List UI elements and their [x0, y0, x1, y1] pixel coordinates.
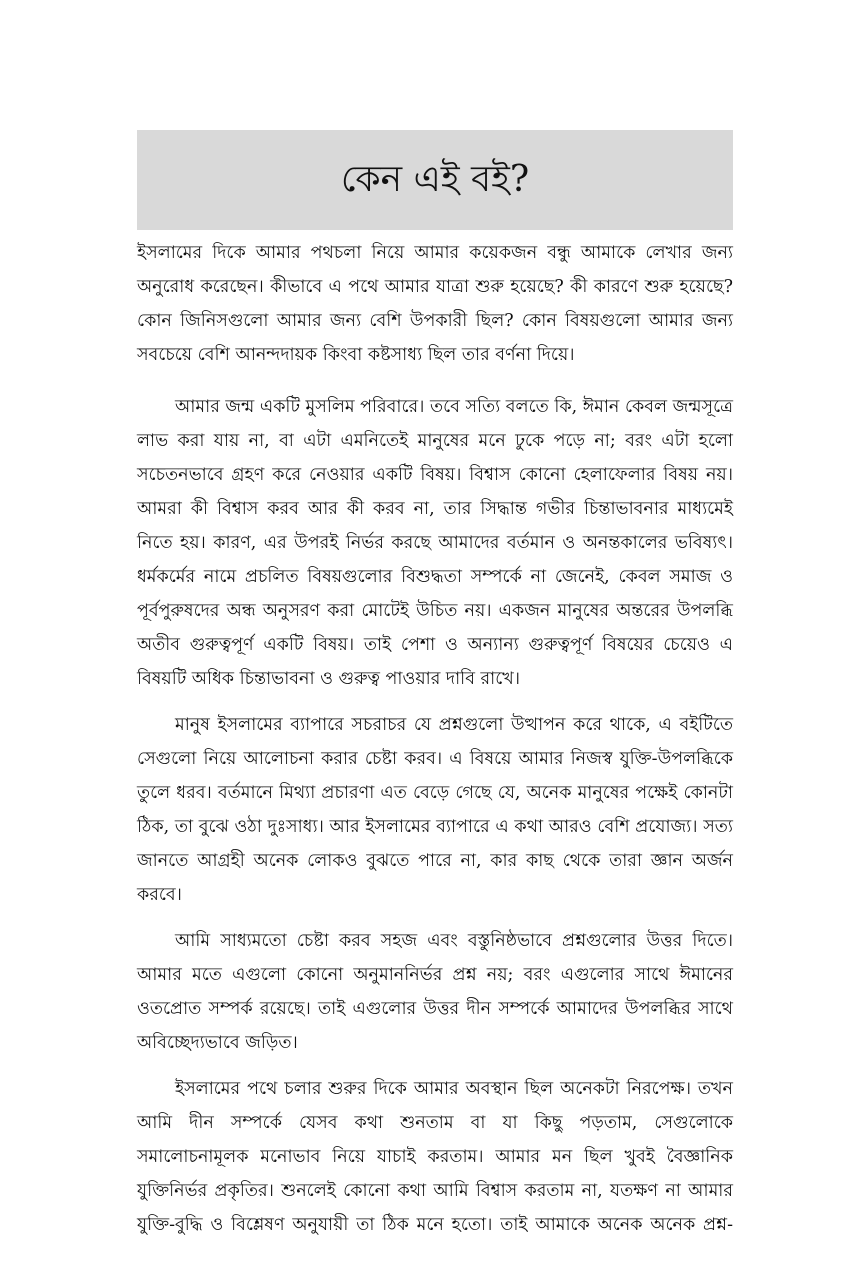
- chapter-title-banner: [137, 130, 733, 230]
- paragraph-1: ইসলামের দিকে আমার পথচলা নিয়ে আমার কয়েকজন বন্ধু আমাকে লেখার জন্য অনুরোধ করেছেন। কীভাবে এ পথে আমার যাত্রা শুরু হয়েছে? কী কারণে শুরু হয়েছে? কোন জিনিসগুলো আমার জন্য বেশি উপকারী ছিল? কোন বিষয়গুলো আমার জন্য সবচেয়ে বেশি আনন্দদায়ক কিংবা কষ্টসাধ্য ছিল তার বর্ণনা দিয়ে।: [137, 243, 733, 365]
- chapter-title: কেন এই বই?: [340, 159, 530, 200]
- paragraph-3: মানুষ ইসলামের ব্যাপারে সচরাচর যে প্রশ্নগুলো উত্থাপন করে থাকে, এ বইটিতে সেগুলো নিয়ে আলোচনা করার চেষ্টা করব। এ বিষয়ে আমার নিজস্ব যুক্তি-উপলব্ধিকে তুলে ধরব। বর্তমানে মিথ্যা প্রচারণা এত বেড়ে গেছে যে, অনেক মানুষের পক্ষেই কোনটা ঠিক, তা বুঝে ওঠা দুঃসাধ্য। আর ইসলামের ব্যাপারে এ কথা আরও বেশি প্রযোজ্য। সত্য জানতে আগ্রহী অনেক লোকও বুঝতে পারে না, কার কাছ থেকে তারা জ্ঞান অর্জন করবে।: [137, 715, 733, 905]
- paragraph-5: ইসলামের পথে চলার শুরুর দিকে আমার অবস্থান ছিল অনেকটা নিরপেক্ষ। তখন আমি দীন সম্পর্কে যেসব কথা শুনতাম বা যা কিছু পড়তাম, সেগুলোকে সমালোচনামূলক মনোভাব নিয়ে যাচাই করতাম। আমার মন ছিল খুবই বৈজ্ঞানিক যুক্তিনির্ভর প্রকৃতির। শুনলেই কোনো কথা আমি বিশ্বাস করতাম না, যতক্ষণ না আমার যুক্তি-বুদ্ধি ও বিশ্লেষণ অনুযায়ী তা ঠিক মনে হতো। তাই আমাকে অনেক অনেক প্রশ্ন-: [137, 1079, 733, 1235]
- chapter-body: [137, 236, 733, 1254]
- paragraph-2: আমার জন্ম একটি মুসলিম পরিবারে। তবে সত্যি বলতে কি, ঈমান কেবল জন্মসূত্রে লাভ করা যায় না, বা এটা এমনিতেই মানুষের মনে ঢুকে পড়ে না; বরং এটা হলো সচেতনভাবে গ্রহণ করে নেওয়ার একটি বিষয়। বিশ্বাস কোনো হেলাফেলার বিষয় নয়। আমরা কী বিশ্বাস করব আর কী করব না, তার সিদ্ধান্ত গভীর চিন্তাভাবনার মাধ্যমেই নিতে হয়। কারণ, এর উপরই নির্ভর করছে আমাদের বর্তমান ও অনন্তকালের ভবিষ্যৎ। ধর্মকর্মের নামে প্রচলিত বিষয়গুলোর বিশুদ্ধতা সম্পর্কে না জেনেই, কেবল সমাজ ও পূর্বপুরুষদের অন্ধ অনুসরণ করা মোটেই উচিত নয়। একজন মানুষের অন্তরের উপলব্ধি অতীব গুরুত্বপূর্ণ একটি বিষয়। তাই পেশা ও অন্যান্য গুরুত্বপূর্ণ বিষয়ের চেয়েও এ বিষয়টি অধিক চিন্তাভাবনা ও গুরুত্ব পাওয়ার দাবি রাখে।: [137, 397, 733, 689]
- paragraph-4: আমি সাধ্যমতো চেষ্টা করব সহজ এবং বস্তুনিষ্ঠভাবে প্রশ্নগুলোর উত্তর দিতে। আমার মতে এগুলো কোনো অনুমাননির্ভর প্রশ্ন নয়; বরং এগুলোর সাথে ঈমানের ওতপ্রোত সম্পর্ক রয়েছে। তাই এগুলোর উত্তর দীন সম্পর্কে আমাদের উপলব্ধির সাথে অবিচ্ছেদ্যভাবে জড়িত।: [137, 931, 733, 1053]
